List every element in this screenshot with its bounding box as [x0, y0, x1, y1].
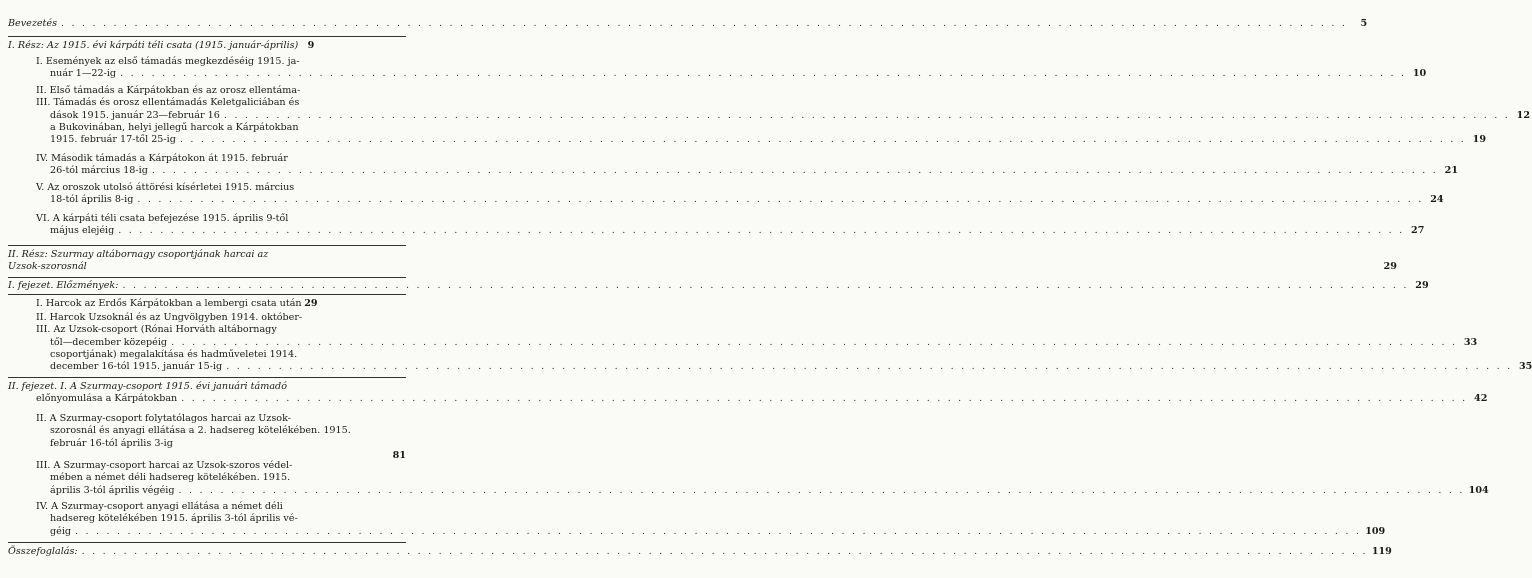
- toc-page-number: 42: [1474, 393, 1488, 405]
- toc-page-number: 29: [1383, 261, 1397, 273]
- toc-entry-title-line: a Bukovinában, helyi jellegű harcok a Kárpátokban: [50, 121, 299, 133]
- toc-entry-f2-section-3[interactable]: [36, 460, 1489, 497]
- toc-entry-title-line: III. A Szurmay-csoport harcai az Uzsok-szoros védel-: [36, 460, 293, 471]
- toc-entry-title-line: I. Események az első támadás megkezdéséig 1915. ja-: [36, 56, 300, 67]
- toc-entry-title: I. fejezet. Előzmények:: [8, 280, 119, 291]
- toc-page-number: 109: [1365, 525, 1386, 537]
- leader-dots: [82, 546, 1368, 558]
- toc-page-number: 19: [1472, 134, 1487, 146]
- toc-page-number: 24: [1430, 194, 1444, 206]
- toc-entry-title: I. Harcok az Erdős Kárpátokban a lembergi csata után: [36, 298, 302, 309]
- section-divider: [8, 377, 406, 378]
- toc-page-number: 10: [1412, 68, 1427, 80]
- toc-entry-title-line: IV. A Szurmay-csoport anyagi ellátása a német déli: [36, 501, 283, 512]
- toc-entry-title: Bevezetés: [8, 18, 58, 29]
- toc-entry-f1-section-1[interactable]: [36, 298, 406, 310]
- toc-entry-title-line: előnyomulása a Kárpátokban: [36, 393, 178, 405]
- toc-entry-title-line: csoportjának) megalakítása és hadműveletei 1914.: [50, 348, 298, 360]
- leader-dots: [137, 194, 1423, 206]
- toc-page-number: 35: [1519, 361, 1532, 373]
- toc-entry-title: Összefoglalás:: [8, 546, 78, 557]
- leader-dots: [224, 110, 1510, 122]
- toc-entry-title-line: III. Az Uzsok-csoport (Rónai Horváth altábornagy: [36, 324, 277, 336]
- leader-dots: [61, 18, 1347, 30]
- leader-dots: [118, 225, 1404, 237]
- toc-page-number: 9: [307, 40, 315, 51]
- toc-entry-title-line: szorosnál és anyagi ellátása a 2. hadsereg kötelékében. 1915. február 16-tól április 3-ig: [50, 425, 351, 449]
- toc-page-number: 29: [304, 298, 318, 309]
- section-divider: [8, 36, 406, 37]
- toc-entry-part-2[interactable]: [8, 249, 1397, 274]
- toc-entry-title-line: dások 1915. január 23—február 16: [50, 109, 220, 121]
- toc-entry-chapter-heading-2[interactable]: [8, 381, 1488, 406]
- leader-dots: [171, 337, 1457, 349]
- toc-entry-title-line: II. Rész: Szurmay altábornagy csoportjának harcai az: [8, 249, 269, 260]
- toc-entry-title-line: III. Támadás és orosz ellentámadás Keletgaliciában és: [36, 97, 300, 109]
- toc-entry-osszefoglalas[interactable]: [8, 546, 1392, 558]
- toc-entry-title-line: II. A Szurmay-csoport folytatólagos harcai az Uzsok-: [36, 413, 291, 424]
- toc-page-number: 27: [1411, 225, 1425, 237]
- toc-entry-f2-section-4[interactable]: [36, 501, 1386, 538]
- toc-entry-title-line: 1915. február 17-től 25-ig: [50, 134, 176, 146]
- toc-entry-title-line: mében a német déli hadsereg kötelékében. 1915.: [50, 472, 291, 484]
- leader-dots: [152, 165, 1438, 177]
- toc-entry-chapter-6[interactable]: [36, 213, 1425, 238]
- toc-entry-title-line: 18-tól április 8-ig: [50, 194, 134, 206]
- toc-entry-title-line: május elejéig: [50, 225, 115, 237]
- toc-entry-chapter-heading-1[interactable]: [8, 280, 1429, 292]
- leader-dots: [180, 134, 1466, 146]
- toc-entry-title: I. Rész: Az 1915. évi kárpáti téli csata (1915. január-április): [8, 40, 299, 51]
- toc-entry-title-line: II. fejezet. I. A Szurmay-csoport 1915. évi januári támadó: [8, 381, 287, 392]
- toc-page-number: 12: [1516, 109, 1531, 121]
- toc-page-number: 119: [1371, 546, 1392, 557]
- toc-entry-bevezetes[interactable]: [8, 18, 1368, 30]
- toc-entry-title-line: hadsereg kötelékében 1915. április 3-tól április vé-: [50, 513, 298, 525]
- toc-entry-title-line: II. Harcok Uzsoknál és az Ungvölgyben 1914. október-: [36, 312, 303, 323]
- toc-entry-title-line: V. Az oroszok utolsó áttörési kísérletei 1915. március: [36, 182, 295, 193]
- toc-page-number: 104: [1468, 484, 1489, 496]
- toc-page-number: 21: [1444, 165, 1459, 177]
- toc-entry-title-line: VI. A kárpáti téli csata befejezése 1915. április 9-től: [36, 213, 289, 224]
- toc-entry-f2-section-2[interactable]: [36, 413, 406, 461]
- toc-entry-f1-section-2-3[interactable]: [36, 312, 1532, 373]
- toc-page-number: 33: [1463, 336, 1478, 348]
- leader-dots: [226, 361, 1512, 373]
- toc-entry-title-line: től—december közepéig: [50, 336, 168, 348]
- toc-entry-title-line: IV. Második támadás a Kárpátokon át 1915. február: [36, 153, 288, 164]
- leader-dots: [75, 526, 1361, 538]
- toc-entry-title-line: 26-tól március 18-ig: [50, 165, 148, 177]
- toc-entry-title-line: II. Első támadás a Kárpátokban és az orosz ellentáma-: [36, 85, 301, 96]
- leader-dots: [178, 485, 1464, 497]
- leader-dots: [181, 393, 1467, 405]
- toc-page-number: 29: [1415, 280, 1429, 291]
- toc-entry-chapter-2-3[interactable]: [36, 85, 1531, 146]
- toc-entry-chapter-4[interactable]: [36, 153, 1459, 178]
- toc-entry-chapter-1[interactable]: [36, 56, 1427, 81]
- section-divider: [8, 245, 406, 246]
- toc-entry-part-1[interactable]: [8, 40, 406, 52]
- toc-page-number: 5: [1360, 18, 1368, 29]
- toc-entry-title-line: április 3-tól április végéig: [50, 484, 175, 496]
- section-divider: [8, 542, 406, 543]
- toc-entry-title-line: nuár 1—22-ig: [50, 68, 117, 80]
- toc-entry-chapter-5[interactable]: [36, 182, 1444, 207]
- toc-entry-title-line: géig: [50, 525, 72, 537]
- leader-dots: [122, 280, 1408, 292]
- toc-entry-title-line: Uzsok-szorosnál: [8, 261, 87, 273]
- section-divider: [8, 277, 406, 278]
- leader-dots: [120, 68, 1406, 80]
- toc-entry-title-line: december 16-tól 1915. január 15-ig: [50, 361, 223, 373]
- toc-page-number: 81: [392, 450, 406, 461]
- section-divider: [8, 294, 406, 295]
